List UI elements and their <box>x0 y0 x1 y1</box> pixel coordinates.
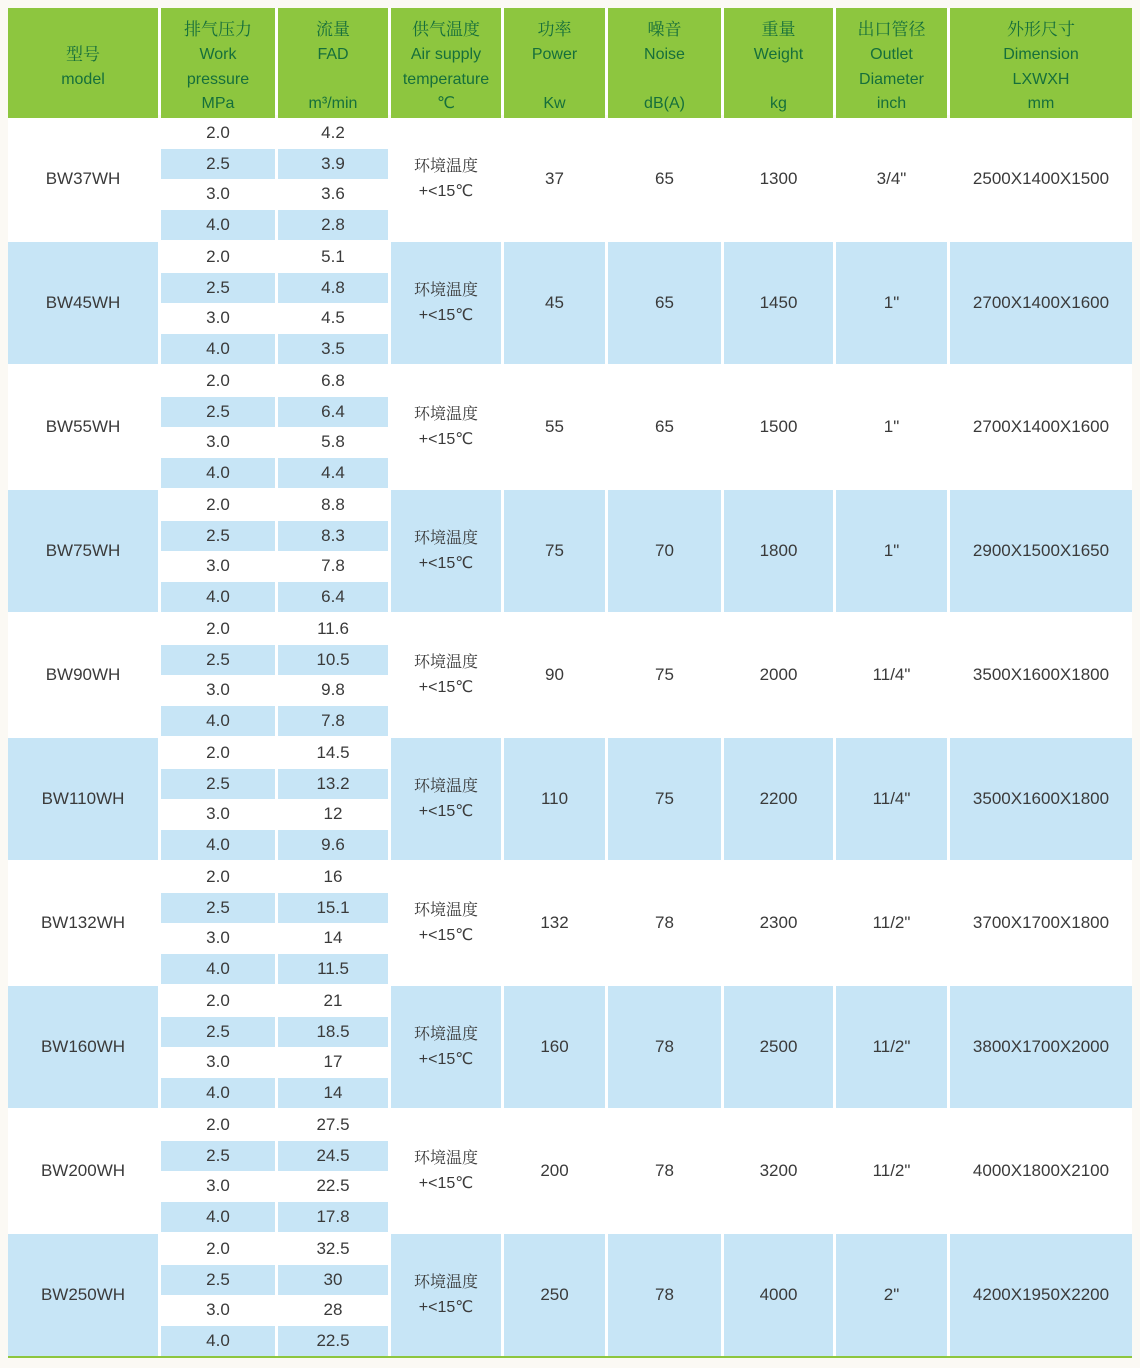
pressure-cell: 4.0 <box>161 1078 275 1109</box>
fad-cell: 8.8 <box>278 490 388 521</box>
fad-cell: 5.1 <box>278 242 388 273</box>
header-label-cn: 流量 <box>316 20 350 39</box>
header-col-fad <box>278 8 388 124</box>
pressure-cell: 2.5 <box>161 1265 275 1296</box>
dimension-cell: 2900X1500X1650 <box>950 490 1132 612</box>
fad-cell: 12 <box>278 799 388 830</box>
air-supply-line2: +<15℃ <box>418 1175 474 1192</box>
header-col-outlet <box>836 8 947 124</box>
fad-cell: 13.2 <box>278 769 388 800</box>
power-cell: 55 <box>504 366 605 488</box>
model-group-row <box>8 738 1132 860</box>
header-label-en: LXWXH <box>1012 71 1070 88</box>
header-label-en: pressure <box>186 71 250 88</box>
air-supply-line2: +<15℃ <box>418 431 474 448</box>
pressure-cell: 2.0 <box>161 118 275 149</box>
fad-cell: 7.8 <box>278 706 388 737</box>
power-cell: 110 <box>504 738 605 860</box>
fad-cell: 15.1 <box>278 893 388 924</box>
pressure-cell: 2.0 <box>161 986 275 1017</box>
dimension-cell: 4000X1800X2100 <box>950 1110 1132 1232</box>
pressure-cell: 2.0 <box>161 490 275 521</box>
model-group-row <box>8 242 1132 364</box>
noise-cell: 78 <box>608 986 721 1108</box>
power-cell: 200 <box>504 1110 605 1232</box>
air-supply-line2: +<15℃ <box>418 183 474 200</box>
dimension-cell: 2700X1400X1600 <box>950 366 1132 488</box>
air-supply-line1: 环境温度 <box>413 1274 478 1291</box>
air-supply-line1: 环境温度 <box>413 158 478 175</box>
pressure-cell: 2.0 <box>161 614 275 645</box>
header-label-en: Work <box>199 46 237 63</box>
table-bottom-border <box>8 1356 1132 1358</box>
header-col-weight <box>724 8 833 124</box>
power-cell: 132 <box>504 862 605 984</box>
pressure-cell: 4.0 <box>161 334 275 365</box>
air-supply-line1: 环境温度 <box>413 1026 478 1043</box>
pressure-cell: 4.0 <box>161 1202 275 1233</box>
dimension-cell: 2500X1400X1500 <box>950 118 1132 240</box>
pressure-cell: 3.0 <box>161 427 275 458</box>
header-unit: kg <box>770 95 787 112</box>
model-name-cell: BW250WH <box>8 1234 158 1356</box>
header-label-en: Noise <box>644 46 685 63</box>
outlet-diameter-cell: 1" <box>836 242 947 364</box>
outlet-diameter-cell: 11/2" <box>836 862 947 984</box>
weight-cell: 1300 <box>724 118 833 240</box>
outlet-diameter-cell: 11/4" <box>836 738 947 860</box>
pressure-cell: 2.5 <box>161 645 275 676</box>
pressure-cell: 2.0 <box>161 1110 275 1141</box>
air-supply-line1: 环境温度 <box>413 530 478 547</box>
fad-cell: 3.6 <box>278 179 388 210</box>
model-name-cell: BW110WH <box>8 738 158 860</box>
pressure-cell: 2.5 <box>161 893 275 924</box>
model-name-cell: BW75WH <box>8 490 158 612</box>
air-supply-cell <box>391 862 501 984</box>
noise-cell: 65 <box>608 366 721 488</box>
header-label-en: Power <box>531 46 578 63</box>
pressure-cell: 3.0 <box>161 1295 275 1326</box>
header-col-pressure <box>161 8 275 124</box>
header-label-en: Air supply <box>410 46 482 63</box>
dimension-cell: 3500X1600X1800 <box>950 738 1132 860</box>
weight-cell: 2200 <box>724 738 833 860</box>
model-group-row <box>8 366 1132 488</box>
dimension-cell: 2700X1400X1600 <box>950 242 1132 364</box>
header-col-dimension <box>950 8 1132 124</box>
pressure-cell: 4.0 <box>161 210 275 241</box>
dimension-cell: 3700X1700X1800 <box>950 862 1132 984</box>
model-name-cell: BW45WH <box>8 242 158 364</box>
fad-cell: 22.5 <box>278 1171 388 1202</box>
pressure-cell: 4.0 <box>161 954 275 985</box>
header-unit: m³/min <box>308 95 358 112</box>
fad-cell: 4.4 <box>278 458 388 489</box>
model-group-row <box>8 986 1132 1108</box>
model-group-row <box>8 118 1132 240</box>
air-supply-cell <box>391 366 501 488</box>
header-label-cn: 供气温度 <box>411 20 480 39</box>
pressure-cell: 4.0 <box>161 1326 275 1357</box>
pressure-cell: 3.0 <box>161 799 275 830</box>
air-supply-line2: +<15℃ <box>418 1051 474 1068</box>
weight-cell: 2300 <box>724 862 833 984</box>
header-label-cn: 噪音 <box>647 20 682 39</box>
fad-cell: 5.8 <box>278 427 388 458</box>
header-unit: MPa <box>201 95 235 112</box>
air-supply-line1: 环境温度 <box>413 1150 478 1167</box>
header-label-cn: 排气压力 <box>184 20 252 39</box>
fad-cell: 14 <box>278 923 388 954</box>
fad-cell: 7.8 <box>278 551 388 582</box>
fad-cell: 21 <box>278 986 388 1017</box>
pressure-cell: 2.0 <box>161 366 275 397</box>
fad-cell: 30 <box>278 1265 388 1296</box>
weight-cell: 2500 <box>724 986 833 1108</box>
power-cell: 37 <box>504 118 605 240</box>
pressure-cell: 3.0 <box>161 551 275 582</box>
noise-cell: 65 <box>608 242 721 364</box>
weight-cell: 1500 <box>724 366 833 488</box>
dimension-cell: 3800X1700X2000 <box>950 986 1132 1108</box>
header-unit: dB(A) <box>644 95 685 112</box>
header-label-en: Outlet <box>870 46 913 63</box>
header-label-en: Dimension <box>1003 46 1079 63</box>
table-header <box>8 8 1132 115</box>
fad-cell: 3.5 <box>278 334 388 365</box>
outlet-diameter-cell: 1" <box>836 366 947 488</box>
air-supply-line2: +<15℃ <box>418 927 474 944</box>
pressure-cell: 2.0 <box>161 242 275 273</box>
fad-cell: 24.5 <box>278 1141 388 1172</box>
header-col-power <box>504 8 605 124</box>
pressure-cell: 3.0 <box>161 675 275 706</box>
outlet-diameter-cell: 11/4" <box>836 614 947 736</box>
noise-cell: 65 <box>608 118 721 240</box>
air-supply-cell <box>391 1234 501 1356</box>
noise-cell: 78 <box>608 1234 721 1356</box>
pressure-cell: 3.0 <box>161 303 275 334</box>
fad-cell: 4.5 <box>278 303 388 334</box>
fad-cell: 4.8 <box>278 273 388 304</box>
fad-cell: 17 <box>278 1047 388 1078</box>
outlet-diameter-cell: 11/2" <box>836 1110 947 1232</box>
fad-cell: 11.5 <box>278 954 388 985</box>
fad-cell: 8.3 <box>278 521 388 552</box>
pressure-cell: 2.5 <box>161 1017 275 1048</box>
pressure-cell: 2.5 <box>161 769 275 800</box>
air-supply-cell <box>391 738 501 860</box>
fad-cell: 27.5 <box>278 1110 388 1141</box>
weight-cell: 1450 <box>724 242 833 364</box>
pressure-cell: 3.0 <box>161 923 275 954</box>
pressure-cell: 2.5 <box>161 1141 275 1172</box>
model-group-row <box>8 614 1132 736</box>
air-supply-line1: 环境温度 <box>413 902 478 919</box>
fad-cell: 22.5 <box>278 1326 388 1357</box>
outlet-diameter-cell: 2" <box>836 1234 947 1356</box>
fad-cell: 6.8 <box>278 366 388 397</box>
header-label-en: temperature <box>402 71 490 88</box>
model-name-cell: BW160WH <box>8 986 158 1108</box>
model-group-row <box>8 862 1132 984</box>
model-group-row <box>8 490 1132 612</box>
air-supply-line1: 环境温度 <box>413 778 478 795</box>
noise-cell: 75 <box>608 614 721 736</box>
header-unit: inch <box>876 95 907 112</box>
header-unit: ℃ <box>437 95 455 112</box>
header-label-en: FAD <box>317 46 349 63</box>
pressure-cell: 2.5 <box>161 273 275 304</box>
weight-cell: 2000 <box>724 614 833 736</box>
model-name-cell: BW55WH <box>8 366 158 488</box>
pressure-cell: 2.5 <box>161 521 275 552</box>
fad-cell: 11.6 <box>278 614 388 645</box>
pressure-cell: 3.0 <box>161 1047 275 1078</box>
air-supply-cell <box>391 1110 501 1232</box>
dimension-cell: 4200X1950X2200 <box>950 1234 1132 1356</box>
fad-cell: 10.5 <box>278 645 388 676</box>
fad-cell: 16 <box>278 862 388 893</box>
dimension-cell: 3500X1600X1800 <box>950 614 1132 736</box>
air-supply-line1: 环境温度 <box>413 654 478 671</box>
header-label-en: Diameter <box>859 71 924 88</box>
pressure-cell: 2.0 <box>161 738 275 769</box>
pressure-cell: 4.0 <box>161 830 275 861</box>
outlet-diameter-cell: 1" <box>836 490 947 612</box>
power-cell: 45 <box>504 242 605 364</box>
model-name-cell: BW200WH <box>8 1110 158 1232</box>
spec-table <box>8 8 1132 1358</box>
pressure-cell: 2.5 <box>161 149 275 180</box>
air-supply-line2: +<15℃ <box>418 679 474 696</box>
pressure-cell: 3.0 <box>161 1171 275 1202</box>
model-name-cell: BW37WH <box>8 118 158 240</box>
fad-cell: 2.8 <box>278 210 388 241</box>
air-supply-cell <box>391 986 501 1108</box>
header-label-cn: 外形尺寸 <box>1007 20 1075 39</box>
fad-cell: 6.4 <box>278 397 388 428</box>
model-name-cell: BW90WH <box>8 614 158 736</box>
outlet-diameter-cell: 3/4" <box>836 118 947 240</box>
fad-cell: 3.9 <box>278 149 388 180</box>
weight-cell: 4000 <box>724 1234 833 1356</box>
air-supply-line2: +<15℃ <box>418 555 474 572</box>
fad-cell: 9.6 <box>278 830 388 861</box>
air-supply-cell <box>391 242 501 364</box>
power-cell: 75 <box>504 490 605 612</box>
header-unit: mm <box>1027 95 1055 112</box>
noise-cell: 75 <box>608 738 721 860</box>
air-supply-line1: 环境温度 <box>413 282 478 299</box>
fad-cell: 28 <box>278 1295 388 1326</box>
pressure-cell: 3.0 <box>161 179 275 210</box>
fad-cell: 14 <box>278 1078 388 1109</box>
table-body <box>8 118 1132 1356</box>
fad-cell: 32.5 <box>278 1234 388 1265</box>
weight-cell: 1800 <box>724 490 833 612</box>
pressure-cell: 4.0 <box>161 582 275 613</box>
power-cell: 250 <box>504 1234 605 1356</box>
fad-cell: 9.8 <box>278 675 388 706</box>
air-supply-line2: +<15℃ <box>418 1299 474 1316</box>
fad-cell: 14.5 <box>278 738 388 769</box>
header-label-en: Weight <box>753 46 804 63</box>
power-cell: 90 <box>504 614 605 736</box>
header-label-cn: 出口管径 <box>857 20 926 39</box>
model-group-row <box>8 1234 1132 1356</box>
model-group-row <box>8 1110 1132 1232</box>
air-supply-line2: +<15℃ <box>418 307 474 324</box>
air-supply-cell <box>391 614 501 736</box>
weight-cell: 3200 <box>724 1110 833 1232</box>
header-col-noise <box>608 8 721 124</box>
fad-cell: 6.4 <box>278 582 388 613</box>
air-supply-line2: +<15℃ <box>418 803 474 820</box>
noise-cell: 78 <box>608 862 721 984</box>
header-col-temperature <box>391 8 501 124</box>
header-unit: Kw <box>543 95 566 112</box>
header-label-cn: 重量 <box>761 20 796 39</box>
header-label-cn: 功率 <box>537 20 572 39</box>
fad-cell: 18.5 <box>278 1017 388 1048</box>
header-label-cn: 型号 <box>65 44 100 64</box>
fad-cell: 4.2 <box>278 118 388 149</box>
pressure-cell: 2.5 <box>161 397 275 428</box>
power-cell: 160 <box>504 986 605 1108</box>
pressure-cell: 2.0 <box>161 1234 275 1265</box>
noise-cell: 78 <box>608 1110 721 1232</box>
pressure-cell: 2.0 <box>161 862 275 893</box>
air-supply-line1: 环境温度 <box>413 406 478 423</box>
fad-cell: 17.8 <box>278 1202 388 1233</box>
pressure-cell: 4.0 <box>161 458 275 489</box>
pressure-cell: 4.0 <box>161 706 275 737</box>
outlet-diameter-cell: 11/2" <box>836 986 947 1108</box>
header-label-en: model <box>61 70 105 88</box>
model-name-cell: BW132WH <box>8 862 158 984</box>
noise-cell: 70 <box>608 490 721 612</box>
header-col-model <box>8 8 158 124</box>
air-supply-cell <box>391 118 501 240</box>
air-supply-cell <box>391 490 501 612</box>
